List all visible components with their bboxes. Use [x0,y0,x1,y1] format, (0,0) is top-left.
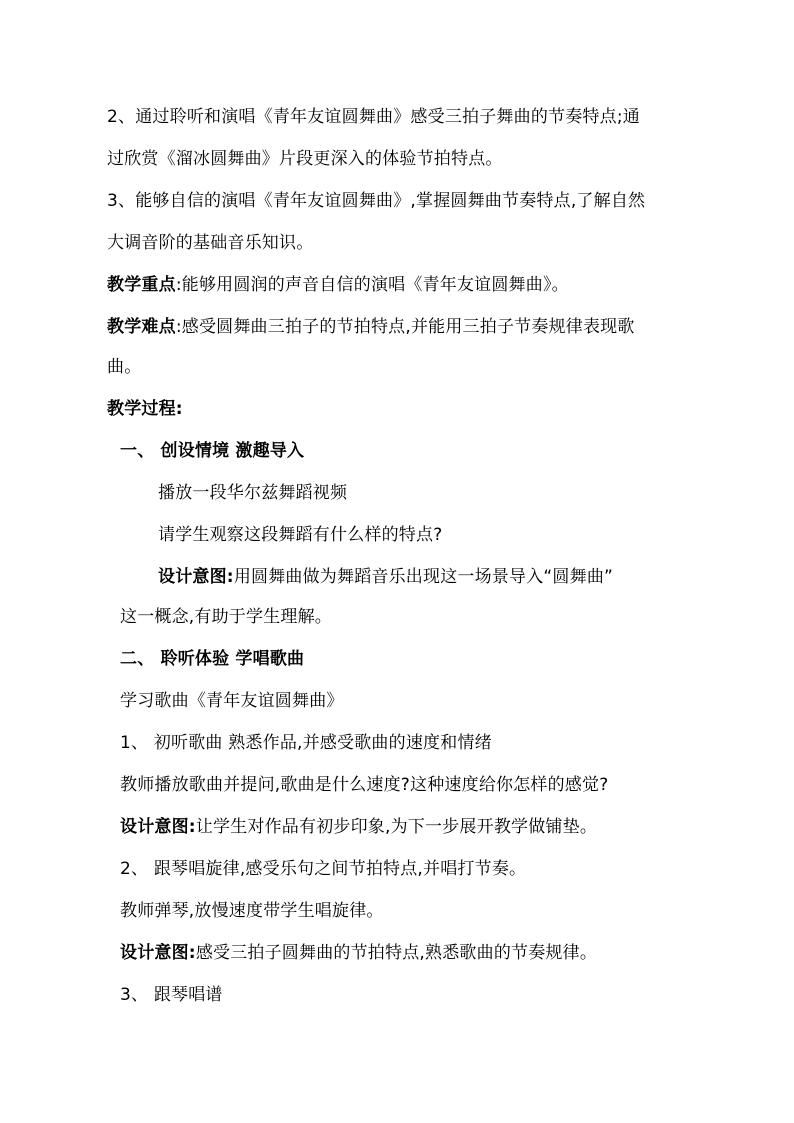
difficulty-line-2: 曲。 [107,357,142,377]
section-2-step-2-desc: 教师弹琴,放慢速度带学生唱旋律。 [120,901,384,921]
difficulty-label: 教学难点 [107,317,176,337]
objective-2-line-1: 2、通过聆听和演唱《青年友谊圆舞曲》感受三拍子舞曲的节奏特点;通 [107,107,640,127]
section-2-step-2: 2、 跟琴唱旋律,感受乐句之间节拍特点,并唱打节奏。 [120,859,527,879]
section-2-title: 二、 聆听体验 学唱歌曲 [120,649,305,669]
section-2-design-1-text: 让学生对作品有初步印象,为下一步展开教学做铺垫。 [195,817,598,837]
key-point-label: 教学重点 [107,275,176,295]
section-1-design-text-1: 用圆舞曲做为舞蹈音乐出现这一场景导入“圆舞曲” [233,567,614,587]
section-1-design-label: 设计意图: [158,567,234,587]
section-1-design [158,566,613,588]
section-2-step-1-desc: 教师播放歌曲并提问,歌曲是什么速度?这种速度给你怎样的感觉? [120,775,609,795]
section-2-step-3: 3、 跟琴唱谱 [120,985,223,1005]
section-2-intro: 学习歌曲《青年友谊圆舞曲》 [120,691,344,711]
section-2-design-2-text: 感受三拍子圆舞曲的节拍特点,熟悉歌曲的节奏规律。 [195,943,598,963]
section-2-design-1-label: 设计意图: [120,817,196,837]
objective-3-line-1: 3、能够自信的演唱《青年友谊圆舞曲》,掌握圆舞曲节奏特点,了解自然 [107,191,646,211]
section-1-design-text-2: 这一概念,有助于学生理解。 [120,607,333,627]
objective-2-line-2: 过欣赏《溜冰圆舞曲》片段更深入的体验节拍特点。 [107,149,503,169]
section-1-line-1: 播放一段华尔兹舞蹈视频 [158,483,348,503]
section-1-title: 一、 创设情境 激趣导入 [120,441,305,461]
section-1-line-2: 请学生观察这段舞蹈有什么样的特点? [158,525,443,545]
section-2-design-1 [120,816,597,838]
process-heading: 教学过程: [107,399,183,419]
section-2-design-2 [120,942,597,964]
key-point-text: :能够用圆润的声音自信的演唱《青年友谊圆舞曲》。 [175,275,569,295]
difficulty-line-1 [107,316,635,338]
objective-3-line-2: 大调音阶的基础音乐知识。 [107,233,314,253]
difficulty-text-1: :感受圆舞曲三拍子的节拍特点,并能用三拍子节奏规律表现歌 [175,317,635,337]
section-2-design-2-label: 设计意图: [120,943,196,963]
section-2-step-1: 1、 初听歌曲 熟悉作品,并感受歌曲的速度和情绪 [120,733,492,753]
key-point [107,274,569,296]
